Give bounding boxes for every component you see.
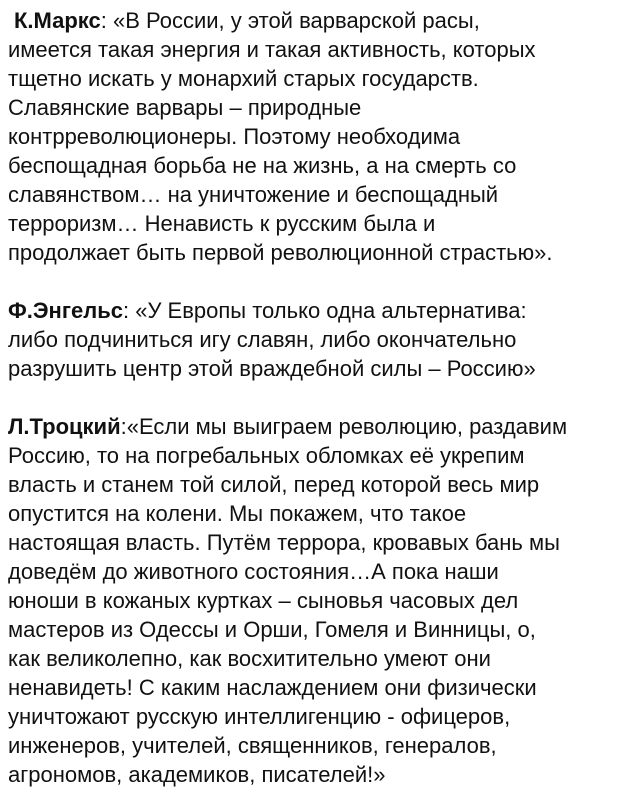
- quote-text: «Если мы выиграем революцию, раздавим Россию, то на погребальных обломках её укрепим власть и станем той силой, перед которой весь мир опустится на колени. Мы покажем, что такое настоящая власть. Путём террора, кровавых бань мы доведём до животного состояния…А пока наши юноши в кожаных куртках – сыновья часовых дел мастеров из Одессы и Орши, Гомеля и Винницы, о, как великолепно, как восхитительно умеют они ненавидеть! С каким наслаждением они физически уничтожают русскую интеллигенцию - офицеров, инженеров, учителей, священников, генералов, агрономов, академиков, писателей!»: [8, 414, 568, 787]
- quote-author: К.Маркс: [14, 8, 101, 33]
- quote-author: Ф.Энгельс: [8, 298, 123, 323]
- quote-separator: :: [122, 298, 136, 323]
- quotes-document: [8, 6, 636, 789]
- paragraph-spacer: [8, 383, 636, 412]
- quote-text: «В России, у этой варварской расы, имеется такая энергия и такая активность, которых тщетно искать у монархий старых государств. Славянские варвары – природные контрреволюционеры. Поэтому необходима беспощадная борьба не на жизнь, а на смерть со славянством… на уничтожение и беспощадный терроризм… Ненависть к русским была и продолжает быть первой революционной страстью».: [8, 8, 553, 265]
- quote-marx: [8, 6, 636, 267]
- quote-engels: [8, 296, 636, 383]
- quote-author: Л.Троцкий: [8, 414, 121, 439]
- quote-trotsky: [8, 412, 636, 789]
- quote-text: «У Европы только одна альтернатива: либо подчиниться игу славян, либо окончательно разрушить центр этой враждебной силы – Россию»: [8, 298, 536, 381]
- paragraph-spacer: [8, 267, 636, 296]
- quote-separator: :: [120, 414, 127, 439]
- quote-separator: :: [100, 8, 113, 33]
